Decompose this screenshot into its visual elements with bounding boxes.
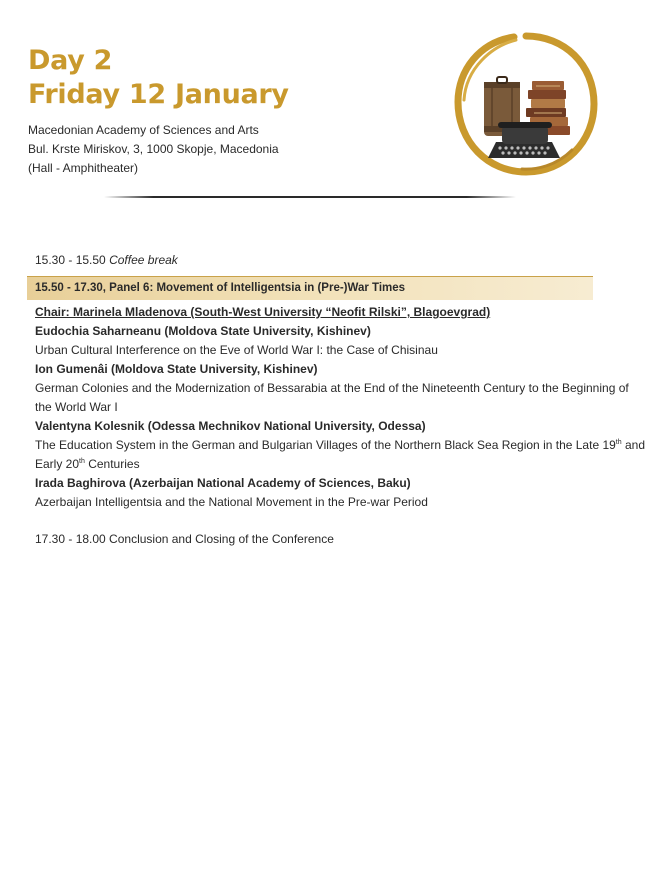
section-divider xyxy=(104,196,516,198)
coffee-break-row xyxy=(35,251,178,270)
closing-session: 17.30 - 18.00 Conclusion and Closing of the Conference xyxy=(35,532,334,546)
talk-title xyxy=(35,436,645,474)
venue-line: (Hall - Amphitheater) xyxy=(28,161,139,175)
talk-title-line xyxy=(35,436,645,455)
venue-info xyxy=(28,121,279,178)
panel-chair: Chair: Marinela Mladenova (South-West University “Neofit Rilski”, Blagoevgrad) xyxy=(35,305,491,319)
talk-title-line xyxy=(35,455,595,474)
talk-title-text: Centuries xyxy=(84,457,140,471)
panel-header xyxy=(27,276,593,300)
talk-title: Urban Cultural Interference on the Eve of World War I: the Case of Chisinau xyxy=(35,343,438,357)
ordinal-suffix: th xyxy=(615,439,622,446)
talk-title: Azerbaijan Intelligentsia and the National Movement in the Pre-war Period xyxy=(35,495,428,509)
panel-title: 15.50 - 17.30, Panel 6: Movement of Intelligentsia in (Pre-)War Times xyxy=(35,282,406,294)
venue-line: Macedonian Academy of Sciences and Arts xyxy=(28,123,259,137)
talk-title-line: German Colonies and the Modernization of Bessarabia at the End of the Nineteenth Century to the Beginning of xyxy=(35,381,629,395)
talk-title-text: The Education System in the German and Bulgarian Villages of the Northern Black Sea Region in the Late 19 xyxy=(35,438,616,452)
talk-title-text: Early 20 xyxy=(35,457,80,471)
day-label: Day 2 xyxy=(28,45,113,76)
venue-line: Bul. Krste Miriskov, 3, 1000 Skopje, Macedonia xyxy=(28,142,279,156)
vintage-typewriter-books-icon xyxy=(452,30,600,178)
coffee-break-time: 15.30 - 15.50 xyxy=(35,253,106,267)
date-label: Friday 12 January xyxy=(28,79,289,110)
day-title xyxy=(28,44,289,112)
speaker: Irada Baghirova (Azerbaijan National Academy of Sciences, Baku) xyxy=(35,476,411,490)
speaker: Ion Gumenâi (Moldova State University, Kishinev) xyxy=(35,362,318,376)
speaker: Valentyna Kolesnik (Odessa Mechnikov National University, Odessa) xyxy=(35,419,426,433)
talk-title-line: the World War I xyxy=(35,400,118,414)
coffee-break-label: Coffee break xyxy=(109,253,178,267)
talk-title-text: and xyxy=(621,438,645,452)
speaker: Eudochia Saharneanu (Moldova State University, Kishinev) xyxy=(35,324,371,338)
ordinal-suffix: th xyxy=(79,458,85,465)
talk-title xyxy=(35,379,629,417)
panel-program xyxy=(35,303,645,512)
